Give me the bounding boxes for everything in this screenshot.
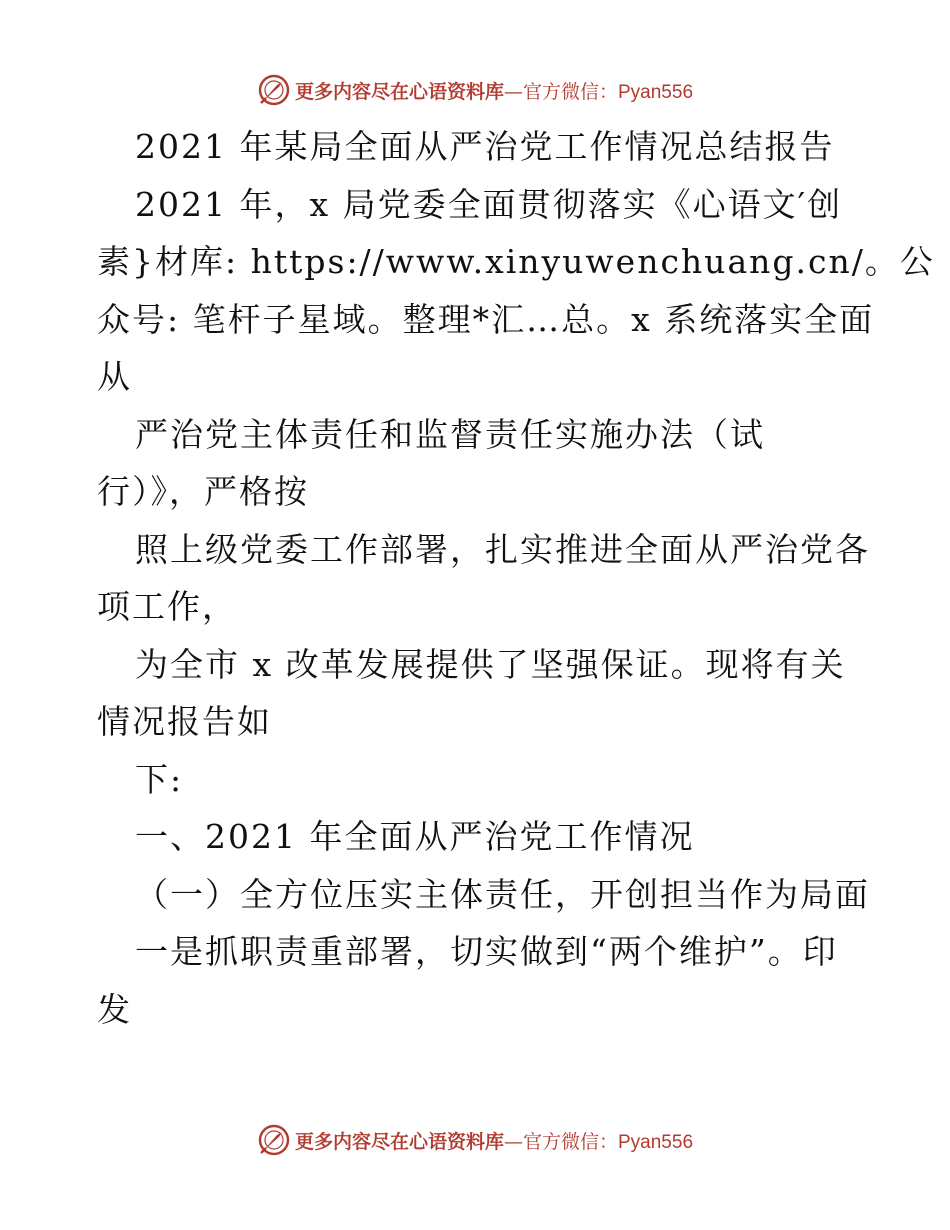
- text-line: 众号: 笔杆子星域。整理*汇…总。x 系统落实全面: [97, 299, 875, 339]
- text-line: 下:: [135, 759, 184, 799]
- banner-wechat-id: Pyan556: [618, 81, 694, 103]
- banner-text: [295, 77, 693, 104]
- text-line: 严治党主体责任和监督责任实施办法（试: [135, 414, 765, 454]
- text-line: 2021 年某局全面从严治党工作情况总结报告: [135, 127, 835, 166]
- banner-title: 更多内容尽在心语资料库: [294, 1130, 504, 1153]
- text-line: 照上级党委工作部署，扎实推进全面从严治党各: [135, 529, 870, 569]
- footer-banner: [0, 1120, 950, 1160]
- text-line: 一、2021 年全面从严治党工作情况: [135, 817, 695, 856]
- banner-text: [295, 1127, 693, 1154]
- banner-title: 更多内容尽在心语资料库: [294, 80, 504, 103]
- banner-wechat-label: —官方微信：: [503, 1130, 618, 1153]
- text-line: 情况报告如: [97, 702, 272, 741]
- text-line: 一是抓职责重部署，切实做到“两个维护”。印: [135, 932, 838, 971]
- text-line: （一）全方位压实主体责任，开创担当作为局面: [135, 874, 870, 914]
- text-line: 从: [97, 357, 132, 396]
- text-line: 2021 年，x 局党委全面贯彻落实《心语文′创: [135, 184, 843, 224]
- document-body: [97, 118, 935, 1038]
- banner-wechat-label: —官方微信：: [503, 80, 618, 103]
- text-line: 素}材库: https://www.xinyuwenchuang.cn/。公: [97, 242, 935, 281]
- text-line: 发: [97, 989, 132, 1029]
- header-banner: [0, 70, 950, 110]
- banner-wechat-id: Pyan556: [618, 1131, 694, 1153]
- text-line: 行）》，严格按: [97, 472, 309, 511]
- pen-nib-seal-icon: [257, 73, 291, 107]
- text-line: 为全市 x 改革发展提供了坚强保证。现将有关: [135, 644, 846, 684]
- pen-nib-seal-icon: [257, 1123, 291, 1157]
- text-line: 项工作，: [97, 587, 237, 626]
